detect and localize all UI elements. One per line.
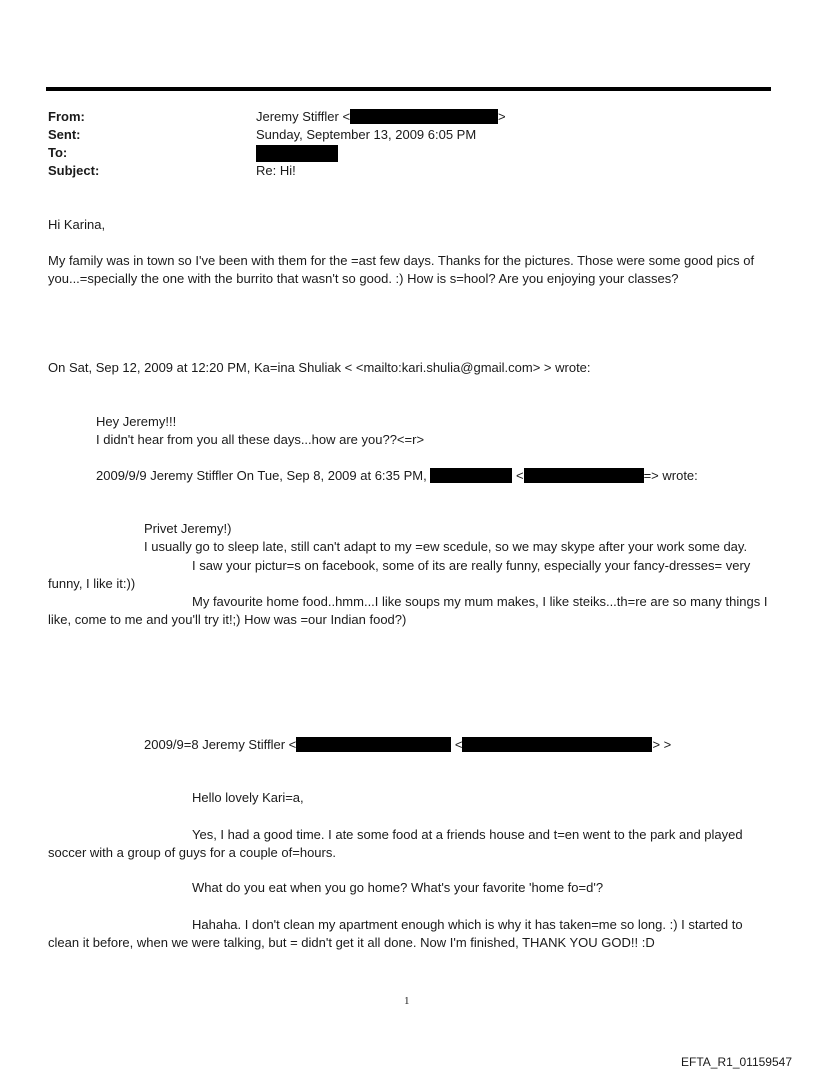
sent-label: Sent: bbox=[48, 127, 81, 142]
quote-line: I didn't hear from you all these days...how are you??<=r> bbox=[96, 432, 425, 447]
redaction-box bbox=[462, 737, 652, 752]
to-value bbox=[256, 145, 338, 162]
attribution-text: 2009/9/9 Jeremy Stiffler On Tue, Sep 8, 2009 at 6:35 PM, bbox=[96, 468, 427, 483]
body-paragraph: My family was in town so I've been with them for the =ast few days. Thanks for the pictures. Those were some good pics of you...=specially the one with the burrito that wasn't so good. :) How is s=hool? Are you enjoying your classes? bbox=[48, 253, 755, 286]
attribution-tail: > > bbox=[652, 737, 672, 752]
redaction-box bbox=[524, 468, 644, 483]
from-close: > bbox=[498, 109, 506, 124]
quote-paragraph: Yes, I had a good time. I ate some food at a friends house and t=en went to the park and played soccer with a group of guys for a couple of=hours. bbox=[48, 827, 743, 860]
page-number: 1 bbox=[404, 995, 410, 1007]
greeting: Hi Karina, bbox=[48, 217, 106, 232]
attribution-text: 2009/9=8 Jeremy Stiffler < bbox=[144, 737, 297, 752]
from-name: Jeremy Stiffler < bbox=[256, 109, 351, 124]
quote-line: Privet Jeremy!) bbox=[144, 521, 232, 536]
quote-greeting: Hello lovely Kari=a, bbox=[192, 790, 304, 805]
quote-line: I usually go to sleep late, still can't adapt to my =ew scedule, so we may skype after your work some day. bbox=[144, 539, 748, 554]
quote-line: What do you eat when you go home? What's your favorite 'home fo=d'? bbox=[192, 880, 604, 895]
quote-attribution bbox=[144, 737, 671, 752]
sent-value: Sunday, September 13, 2009 6:05 PM bbox=[256, 127, 477, 142]
quote-paragraph: My favourite home food..hmm...I like soups my mum makes, I like steiks...th=re are so many things I like, come to me and you'll try it!;) How was =our Indian food?) bbox=[48, 594, 768, 627]
to-label: To: bbox=[48, 145, 68, 160]
redaction-box bbox=[256, 145, 338, 162]
quote-header: On Sat, Sep 12, 2009 at 12:20 PM, Ka=ina Shuliak < <mailto:kari.shulia@gmail.com> > wrote: bbox=[48, 360, 591, 375]
redaction-box bbox=[430, 468, 512, 483]
quote-paragraph: Hahaha. I don't clean my apartment enough which is why it has taken=me so long. :) I started to clean it before, when we were talking, but = didn't get it all done. Now I'm finished, THANK YOU GOD!! :D bbox=[48, 917, 743, 950]
attribution-bracket: < bbox=[515, 468, 524, 483]
document-id: EFTA_R1_01159547 bbox=[681, 1055, 792, 1069]
subject-value: Re: Hi! bbox=[256, 163, 296, 178]
header-rule bbox=[46, 87, 771, 91]
attribution-bracket: < bbox=[454, 737, 463, 752]
from-label: From: bbox=[48, 109, 85, 124]
redaction-box bbox=[350, 109, 498, 124]
redaction-box bbox=[296, 737, 451, 752]
quote-line: Hey Jeremy!!! bbox=[96, 414, 177, 429]
subject-label: Subject: bbox=[48, 163, 100, 178]
from-value bbox=[256, 109, 506, 124]
attribution-tail: => wrote: bbox=[643, 468, 698, 483]
quote-attribution bbox=[96, 468, 698, 483]
quote-paragraph: I saw your pictur=s on facebook, some of its are really funny, especially your fancy-dresses= very funny, I like it:)) bbox=[48, 558, 751, 591]
